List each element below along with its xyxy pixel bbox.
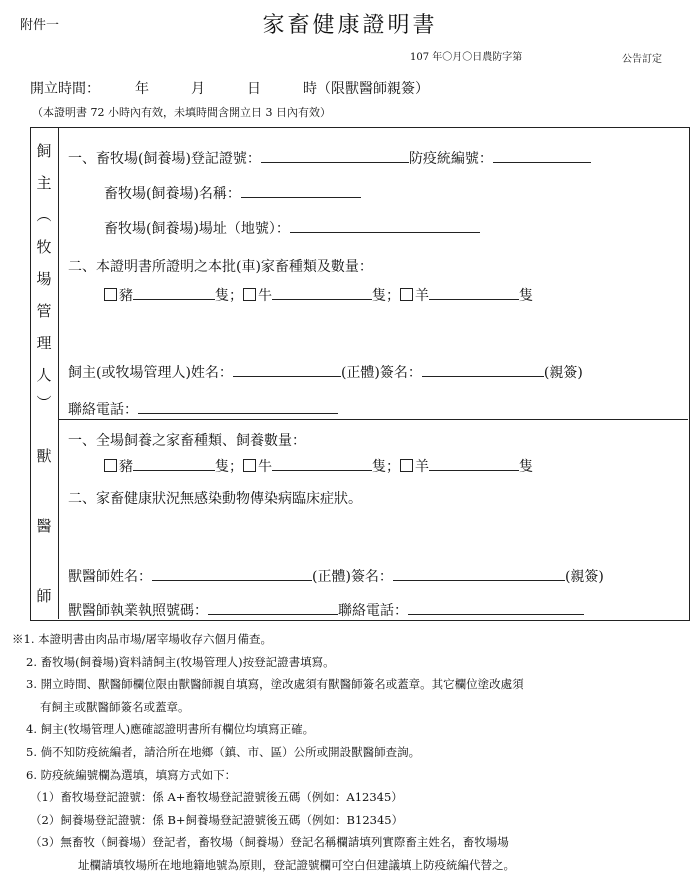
farm-species-row	[68, 430, 306, 450]
health-status-label: 二、家畜健康狀況無感染動物傳染病臨床症狀。	[68, 491, 362, 507]
note-item: 有飼主或獸醫師簽名或蓋章。	[40, 699, 190, 714]
pig-count-field[interactable]	[133, 456, 215, 471]
farm-name-row	[104, 183, 361, 203]
epid-field[interactable]	[493, 148, 591, 163]
health-status-row	[68, 488, 362, 508]
farm-name-field[interactable]	[241, 183, 361, 198]
note-item: 址欄請填牧場所在地地籍地號為原則，登記證號欄可空白但建議填上防疫統編代替之。	[78, 857, 515, 872]
pig-checkbox[interactable]	[104, 459, 117, 472]
owner-label-char: 主	[36, 174, 52, 192]
owner-label-char: 牧	[36, 238, 52, 256]
cattle-label: 牛	[258, 288, 272, 304]
farm-count-row: 豬 隻； 牛 隻； 羊 隻	[104, 456, 533, 476]
owner-sign-field[interactable]	[422, 362, 544, 377]
vet-label-char: 師	[36, 587, 52, 605]
owner-label-char: 人	[36, 366, 52, 384]
owner-phone-field[interactable]	[138, 399, 338, 414]
issue-time-row: 開立時間： 年 月 日 時（限獸醫師親簽）	[30, 81, 429, 97]
column-divider	[58, 127, 59, 619]
pig-label: 豬	[119, 288, 133, 304]
sheep-label: 羊	[415, 288, 429, 304]
notes-list	[12, 628, 692, 877]
vet-license-label: 獸醫師執業執照號碼：	[68, 603, 208, 619]
farm-name-label: 畜牧場(飼養場)名稱：	[104, 186, 241, 202]
batch-species-label: 二、本證明書所證明之本批(車)家畜種類及數量：	[68, 259, 373, 275]
owner-label-char: 理	[36, 334, 52, 352]
validity-note: （本證明書 72 小時內有效，未填時間含開立日 3 日內有效）	[32, 106, 331, 119]
batch-count-row: 豬 隻； 牛 隻； 羊 隻	[104, 285, 533, 305]
pig-checkbox[interactable]	[104, 288, 117, 301]
owner-label-char: ︵	[36, 206, 52, 224]
note-item: 2. 畜牧場(飼養場)資料請飼主(牧場管理人)按登記證書填寫。	[26, 654, 335, 669]
vet-license-row	[68, 600, 584, 620]
print-label: (正體)	[312, 569, 351, 585]
unit-label: 隻	[519, 459, 533, 475]
note-item: 5. 倘不知防疫統編者，請洽所在地鄉（鎮、市、區）公所或開設獸醫師查詢。	[26, 744, 421, 759]
own-sign-label: (親簽)	[543, 365, 583, 381]
farm-address-field[interactable]	[290, 218, 480, 233]
note-item: ※1. 本證明書由肉品市場/屠宰場收存六個月備查。	[12, 632, 272, 646]
note-item: （1）畜牧場登記證號：係 A+畜牧場登記證號後五碼（例如：A12345）	[30, 790, 403, 805]
sign-label: 簽名：	[379, 365, 422, 381]
farm-species-label: 一、全場飼養之家畜種類、飼養數量：	[68, 433, 306, 449]
owner-label-char: 管	[36, 302, 52, 320]
pig-count-field[interactable]	[133, 285, 215, 300]
vet-license-field[interactable]	[208, 600, 338, 615]
farm-address-row	[104, 218, 480, 238]
unit-label: 隻	[215, 288, 229, 304]
sheep-checkbox[interactable]	[400, 288, 413, 301]
cattle-count-field[interactable]	[272, 456, 372, 471]
document-title: 家畜健康證明書	[262, 13, 438, 38]
unit-label: 隻	[215, 459, 229, 475]
note-item: 3. 開立時間、獸醫師欄位限由獸醫師親自填寫，塗改處須有獸醫師簽名或蓋章。其它欄位塗改處須	[26, 677, 524, 692]
attachment-label: 附件一	[20, 18, 60, 33]
vet-name-label: 獸醫師姓名：	[68, 569, 152, 585]
owner-name-label: 飼主(或牧場管理人)姓名：	[68, 365, 233, 381]
print-label: (正體)	[340, 365, 380, 381]
unit-label: 隻	[372, 459, 386, 475]
vet-label-char: 獸	[36, 447, 52, 465]
owner-name-row	[68, 362, 583, 382]
vet-label-char: 醫	[36, 517, 52, 535]
vet-phone-label: 聯絡電話：	[338, 603, 408, 619]
owner-name-field[interactable]	[233, 362, 341, 377]
cattle-checkbox[interactable]	[243, 288, 256, 301]
owner-label-char: 飼	[36, 142, 52, 160]
vet-name-field[interactable]	[152, 566, 312, 581]
batch-species-row	[68, 256, 373, 276]
note-item: （2）飼養場登記證號：係 B+飼養場登記證號後五碼（例如：B12345）	[30, 812, 404, 827]
vet-phone-field[interactable]	[408, 600, 584, 615]
sign-label: 簽名：	[350, 569, 393, 585]
sheep-label: 羊	[415, 459, 429, 475]
vet-name-row	[68, 566, 604, 586]
sheep-checkbox[interactable]	[400, 459, 413, 472]
registration-field[interactable]	[261, 148, 409, 163]
own-sign-label: (親簽)	[564, 569, 604, 585]
owner-label-char: 場	[36, 270, 52, 288]
section-divider	[58, 419, 688, 420]
note-item: 6. 防疫統編號欄為選填，填寫方式如下：	[26, 767, 237, 782]
note-item: （3）無畜牧（飼養場）登記者，畜牧場（飼養場）登記名稱欄請填列實際畜主姓名，畜牧場場	[30, 835, 509, 850]
epid-label: 防疫統編號：	[408, 151, 493, 167]
owner-label-char: ︶	[36, 394, 52, 412]
sheep-count-field[interactable]	[429, 285, 519, 300]
pig-label: 豬	[119, 459, 133, 475]
farm-address-label: 畜牧場(飼養場)場址（地號）：	[104, 221, 290, 237]
cattle-checkbox[interactable]	[243, 459, 256, 472]
unit-label: 隻	[372, 288, 386, 304]
vet-sign-field[interactable]	[393, 566, 565, 581]
registration-row	[68, 148, 591, 168]
unit-label: 隻	[519, 288, 533, 304]
published-note: 公告訂定	[622, 54, 662, 65]
cattle-label: 牛	[258, 459, 272, 475]
registration-label: 一、畜牧場(飼養場)登記證號：	[68, 151, 261, 167]
owner-phone-row	[68, 399, 338, 419]
sheep-count-field[interactable]	[429, 456, 519, 471]
cattle-count-field[interactable]	[272, 285, 372, 300]
note-item: 4. 飼主(牧場管理人)應確認證明書所有欄位均填寫正確。	[26, 722, 315, 737]
owner-phone-label: 聯絡電話：	[68, 402, 138, 418]
document-number: 107 年〇月〇日農防字第	[410, 52, 523, 63]
